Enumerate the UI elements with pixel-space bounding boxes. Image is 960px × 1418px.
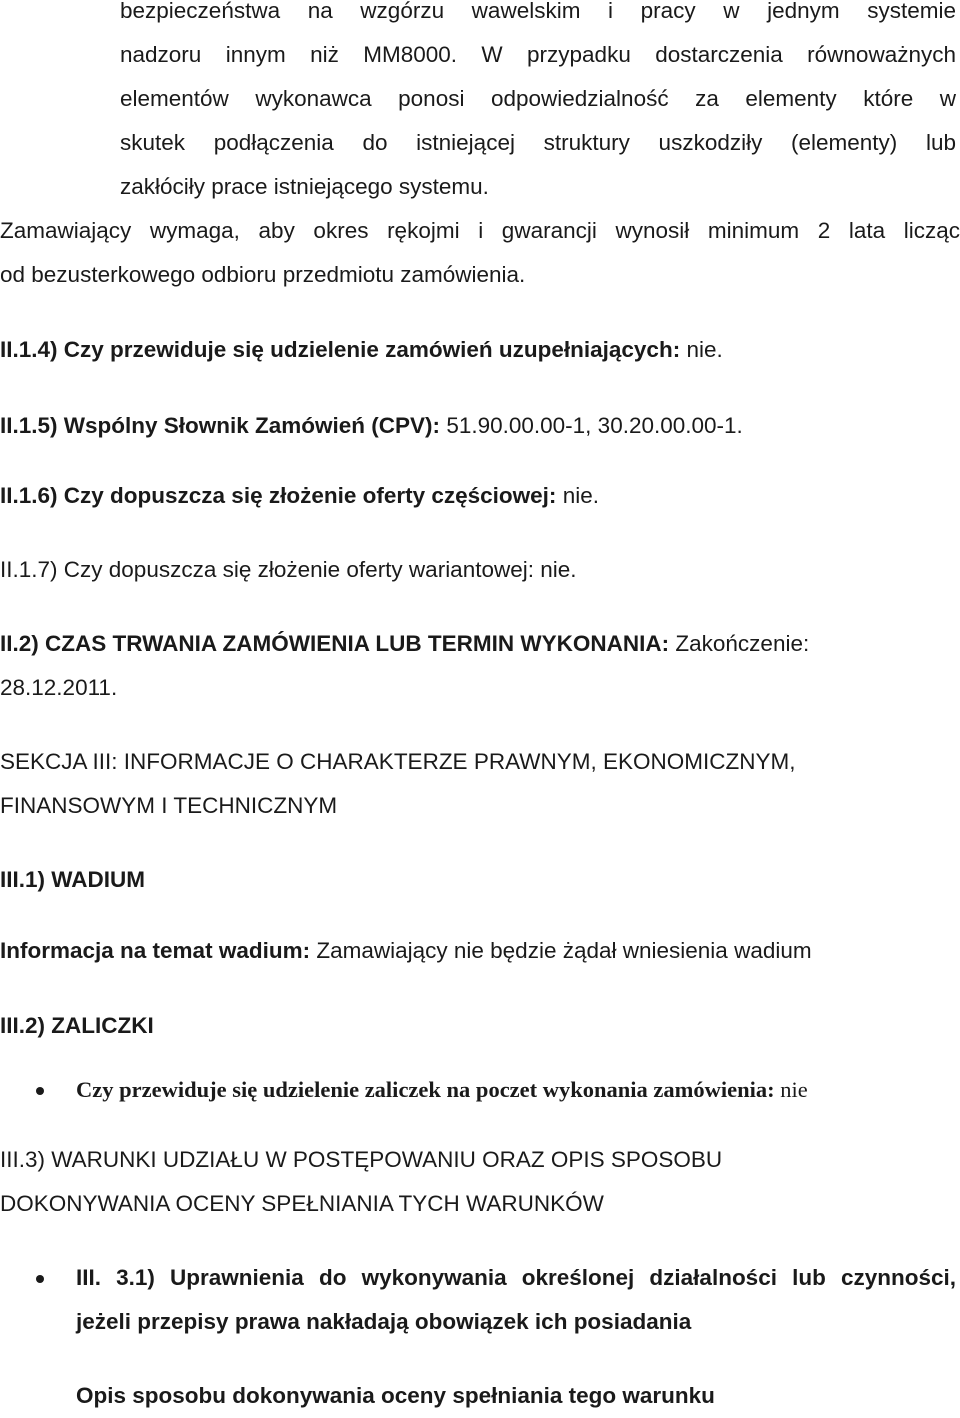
ii-1-5-label: II.1.5) Wspólny Słownik Zamówień (CPV): [0,413,441,438]
ii-1-4-value: nie. [686,337,723,362]
section-iii-heading [0,740,960,828]
warranty-line: Zamawiający wymaga, aby okres rękojmi i gwarancji wynosił minimum 2 lata licząc [0,218,960,243]
bullet-dot [36,1275,44,1283]
ii-2-date: 28.12.2011. [0,675,118,700]
intro-line: bezpieczeństwa na wzgórzu wawelskim i pracy w jednym systemie [120,0,956,23]
section-ii-1-7 [0,548,960,592]
intro-paragraph [120,0,956,209]
ii-1-4-label: II.1.4) Czy przewiduje się udzielenie zamówień uzupełniających: [0,337,681,362]
wadium-value: Zamawiający nie będzie żądał wniesienia wadium [316,938,812,963]
section-ii-1-6 [0,474,960,518]
ii-2-value: Zakończenie: [675,631,810,656]
method-label: Opis sposobu dokonywania oceny spełniania tego warunku [76,1383,715,1408]
section-ii-1-5 [0,404,960,448]
iii-3-line: DOKONYWANIA OCENY SPEŁNIANIA TYCH WARUNKÓW [0,1191,604,1216]
method-label-block [76,1374,956,1418]
intro-line: nadzoru innym niż MM8000. W przypadku dostarczenia równoważnych [120,42,956,67]
ii-1-6-value: nie. [562,483,599,508]
ii-1-7-text: II.1.7) Czy dopuszcza się złożenie oferty wariantowej: nie. [0,557,577,582]
warranty-line: od bezusterkowego odbioru przedmiotu zamówienia. [0,262,526,287]
zaliczki-label: Czy przewiduje się udzielenie zaliczek na poczet wykonania zamówienia: [76,1077,775,1102]
intro-line: skutek podłączenia do istniejącej struktury uszkodziły (elementy) lub [120,130,956,155]
iii-2-heading: III.2) ZALICZKI [0,1013,154,1038]
ii-1-6-label: II.1.6) Czy dopuszcza się złożenie oferty częściowej: [0,483,557,508]
section-iii-1 [0,858,960,902]
ii-1-5-value: 51.90.00.00-1, 30.20.00.00-1. [446,413,743,438]
section-iii-2 [0,1004,960,1048]
section-iii-line: FINANSOWYM I TECHNICZNYM [0,793,338,818]
intro-line: zakłóciły prace istniejącego systemu. [120,174,489,199]
bullet-dot [36,1087,44,1095]
section-ii-2 [0,622,960,710]
intro-line: elementów wykonawca ponosi odpowiedzialność za elementy które w [120,86,956,111]
ii-2-label: II.2) CZAS TRWANIA ZAMÓWIENIA LUB TERMIN WYKONANIA: [0,631,670,656]
warranty-paragraph [0,209,960,297]
iii-3-1-line: III. 3.1) Uprawnienia do wykonywania określonej działalności lub czynności, [76,1265,956,1290]
wadium-info [0,929,960,973]
section-iii-line: SEKCJA III: INFORMACJE O CHARAKTERZE PRAWNYM, EKONOMICZNYM, [0,749,796,774]
zaliczki-value: nie [780,1077,808,1102]
iii-1-heading: III.1) WADIUM [0,867,145,892]
wadium-label: Informacja na temat wadium: [0,938,311,963]
iii-3-1-line: jeżeli przepisy prawa nakładają obowiązek ich posiadania [76,1309,692,1334]
iii-3-line: III.3) WARUNKI UDZIAŁU W POSTĘPOWANIU ORAZ OPIS SPOSOBU [0,1147,723,1172]
section-ii-1-4 [0,328,960,372]
section-iii-3 [0,1138,960,1226]
